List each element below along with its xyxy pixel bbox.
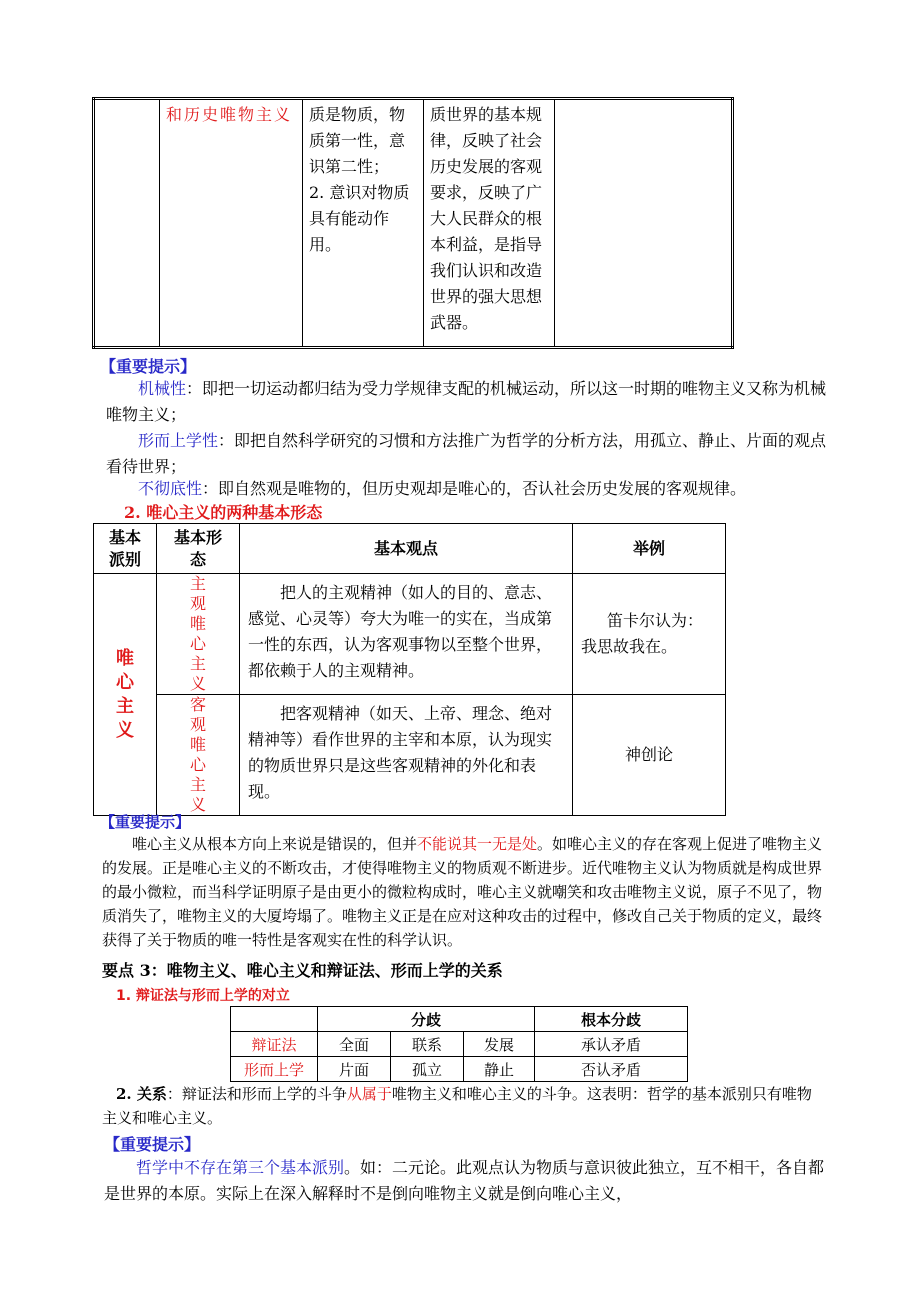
hint1-item-1: [106, 376, 828, 428]
t3-corner: [231, 1007, 318, 1032]
top-table-cell-5: [555, 99, 733, 348]
t3-row1-c1: 全面: [318, 1032, 391, 1057]
view-objective: 把客观精神（如天、上帝、理念、绝对精神等）看作世界的主宰和本原，认为现实的物质世界只是这些客观精神的外化和表现。: [240, 695, 573, 816]
relation-pre: ：辩证法和形而上学的斗争: [166, 1085, 347, 1103]
hint3-body: [104, 1155, 826, 1207]
top-table-cell-2: 和历史唯物主义: [160, 99, 303, 348]
hint2-post: 。如唯心主义的存在客观上促进了唯物主义的发展。正是唯心主义的不断攻击，才使得唯物主义的物质观不断进步。近代唯物主义认为物质就是构成世界的最小微粒，而当科学证明原子是由更小的微粒构成时，唯心主义就嘲笑和攻击唯物主义说，原子不见了，物质消失了，唯物主义的大厦垮塌了。唯物主义正是在应对这种攻击的过程中，修改自己关于物质的定义，最终获得了关于物质的唯一特性是客观实在性的科学认识。: [102, 835, 823, 949]
hint2-pre: 唯心主义从根本方向上来说是错误的，但并: [132, 835, 418, 853]
header-school: 基本派别: [94, 524, 157, 574]
hint3-text: 。如：二元论。此观点认为物质与意识彼此独立，互不相干，各自都是世界的本原。实际上在深入解释时不是倒向唯物主义就是倒向唯心主义，: [104, 1158, 825, 1203]
hint3-term: 哲学中不存在第三个基本派别: [136, 1158, 345, 1177]
header-example: 举例: [573, 524, 726, 574]
hint1-text-3: ：即自然观是唯物的，但历史观却是唯心的，否认社会历史发展的客观规律。: [202, 479, 747, 498]
hint1-term-1: 机械性: [138, 379, 187, 398]
t3-row2-name: 形而上学: [231, 1057, 318, 1082]
hint1-text-1: ：即把一切运动都归结为受力学规律支配的机械运动，所以这一时期的唯物主义又称为机械唯物主义；: [106, 379, 827, 424]
top-table: [92, 97, 734, 349]
form-subjective: 主观唯心主义: [157, 574, 240, 695]
t3-header-root: 根本分歧: [535, 1007, 688, 1032]
hint1-text-2: ：即把自然科学研究的习惯和方法推广为哲学的分析方法，用孤立、静止、片面的观点看待世界；: [106, 431, 827, 476]
t3-row2-c3: 静止: [464, 1057, 535, 1082]
top-table-cell-1: [94, 99, 160, 348]
top-table-cell-3: 质是物质，物质第一性，意识第二性； 2. 意识对物质具有能动作用。: [303, 99, 424, 348]
school-cell: 唯心主义: [94, 574, 157, 816]
hint2-body: [102, 832, 824, 952]
hint1-item-3: [106, 476, 828, 502]
relation-label: 2. 关系: [116, 1085, 167, 1103]
example-objective: 神创论: [573, 695, 726, 816]
header-form: 基本形态: [157, 524, 240, 574]
hint1-title: 【重要提示】: [100, 357, 197, 376]
t3-row2-c2: 孤立: [391, 1057, 464, 1082]
relation-post: 唯物主义和唯心主义的斗争。这表明：哲学的基本派别只有唯物主义和唯心主义。: [102, 1085, 812, 1127]
dialectics-table: [230, 1006, 688, 1082]
hint1-term-3: 不彻底性: [138, 479, 203, 498]
form-objective: 客观唯心主义: [157, 695, 240, 816]
hint1-term-2: 形而上学性: [138, 431, 219, 450]
point3-title: 要点 3：唯物主义、唯心主义和辩证法、形而上学的关系: [102, 961, 503, 980]
t3-row2-root: 否认矛盾: [535, 1057, 688, 1082]
hint2-highlight: 不能说其一无是处: [417, 835, 538, 853]
t3-row2-c1: 片面: [318, 1057, 391, 1082]
t3-row1-name: 辩证法: [231, 1032, 318, 1057]
t3-row1-c2: 联系: [391, 1032, 464, 1057]
point3-sub1: 1. 辩证法与形而上学的对立: [116, 988, 290, 1004]
t3-row1-c3: 发展: [464, 1032, 535, 1057]
section2-title: 2. 唯心主义的两种基本形态: [124, 503, 323, 522]
top-table-cell-4: 质世界的基本规律，反映了社会历史发展的客观要求，反映了广大人民群众的根本利益，是指导我们认识和改造世界的强大思想武器。: [424, 99, 555, 348]
view-subjective: 把人的主观精神（如人的目的、意志、感觉、心灵等）夸大为唯一的实在，当成第一性的东西，认为客观事物以至整个世界，都依赖于人的主观精神。: [240, 574, 573, 695]
hint1-item-2: [106, 428, 828, 480]
t3-row1-root: 承认矛盾: [535, 1032, 688, 1057]
t3-header-diff: 分歧: [318, 1007, 535, 1032]
point3-relation: [102, 1082, 824, 1130]
idealism-table: [93, 523, 726, 816]
relation-highlight: 从属于: [346, 1085, 392, 1103]
hint2-title: 【重要提示】: [100, 813, 191, 831]
header-view: 基本观点: [240, 524, 573, 574]
hint3-title: 【重要提示】: [104, 1135, 201, 1154]
example-subjective: 笛卡尔认为：我思故我在。: [573, 574, 726, 695]
